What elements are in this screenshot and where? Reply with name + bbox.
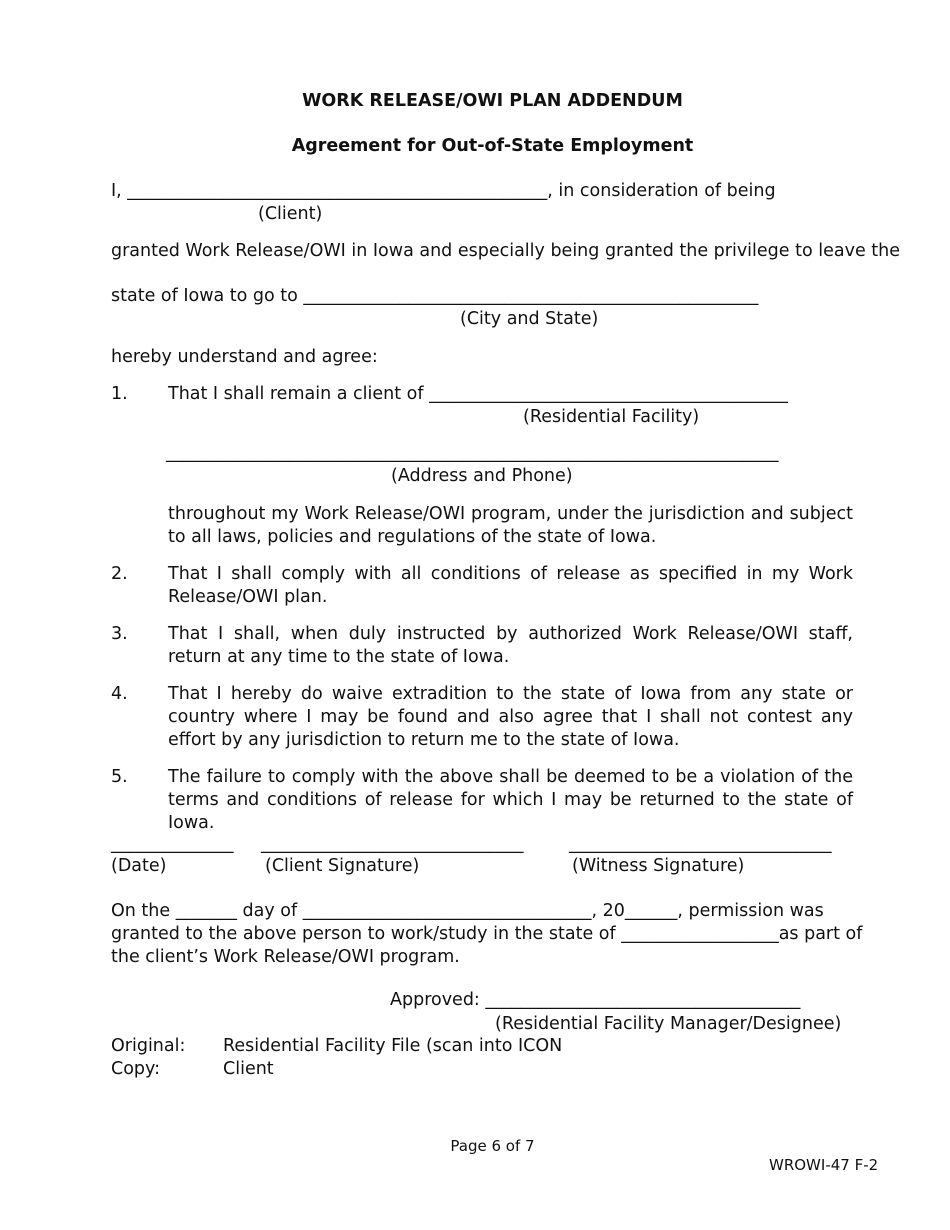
copy-label: Copy:: [111, 1059, 161, 1079]
item-1-continuation: throughout my Work Release/OWI program, under the jurisdiction and subject to all laws, policies and regulations of the state of Iowa.: [168, 504, 853, 547]
intro-line-2: granted Work Release/OWI in Iowa and especially being granted the privilege to leave the: [111, 241, 900, 261]
item-4-text: That I hereby do waive extradition to the state of Iowa from any state or country where I may be found and also agree that I shall not contest any effort by any jurisdiction to return me to the state of Iowa.: [168, 684, 853, 750]
permission-line-2: granted to the above person to work/study in the state of __________________as part of: [111, 924, 863, 944]
witness-signature-line: ______________________________: [569, 834, 832, 854]
city-state-label: (City and State): [460, 309, 599, 329]
form-code: WROWI-47 F-2: [769, 1156, 879, 1174]
item-number: 4.: [111, 684, 128, 704]
original-label: Original:: [111, 1036, 186, 1056]
page-number: Page 6 of 7: [450, 1137, 535, 1155]
approver-label: (Residential Facility Manager/Designee): [495, 1014, 842, 1034]
permission-line-1: On the _______ day of _________________________________, 20______, permission was: [111, 901, 824, 921]
item-5-text: The failure to comply with the above shall be deemed to be a violation of the terms and conditions of release for which I may be returned to the state of Iowa.: [168, 767, 853, 833]
item-1-line: That I shall remain a client of _________________________________________: [168, 384, 788, 404]
date-line: ______________: [111, 834, 234, 854]
item-number: 1.: [111, 384, 128, 404]
permission-line-3: the client’s Work Release/OWI program.: [111, 947, 460, 967]
intro-line-3: state of Iowa to go to ____________________________________________________: [111, 286, 759, 306]
client-label: (Client): [258, 204, 323, 224]
intro-line-4: hereby understand and agree:: [111, 347, 378, 367]
date-label: (Date): [111, 856, 167, 876]
copy-value: Client: [223, 1059, 274, 1079]
address-label: (Address and Phone): [391, 466, 573, 486]
item-number: 5.: [111, 767, 128, 787]
item-number: 3.: [111, 624, 128, 644]
document-title: WORK RELEASE/OWI PLAN ADDENDUM: [302, 91, 683, 111]
facility-label: (Residential Facility): [523, 407, 700, 427]
witness-signature-label: (Witness Signature): [572, 856, 745, 876]
intro-line-1: I, ________________________________________________, in consideration of being: [111, 181, 776, 201]
address-line: ______________________________________________________________________: [166, 443, 779, 463]
document-subtitle: Agreement for Out-of-State Employment: [291, 136, 694, 156]
client-signature-line: ______________________________: [261, 834, 524, 854]
item-number: 2.: [111, 564, 128, 584]
item-2-text: That I shall comply with all conditions of release as specified in my Work Release/OWI plan.: [168, 564, 853, 607]
original-value: Residential Facility File (scan into ICON: [223, 1036, 563, 1056]
client-signature-label: (Client Signature): [265, 856, 420, 876]
item-3-text: That I shall, when duly instructed by authorized Work Release/OWI staff, return at any time to the state of Iowa.: [168, 624, 853, 667]
approved-line: Approved: ____________________________________: [390, 990, 801, 1010]
